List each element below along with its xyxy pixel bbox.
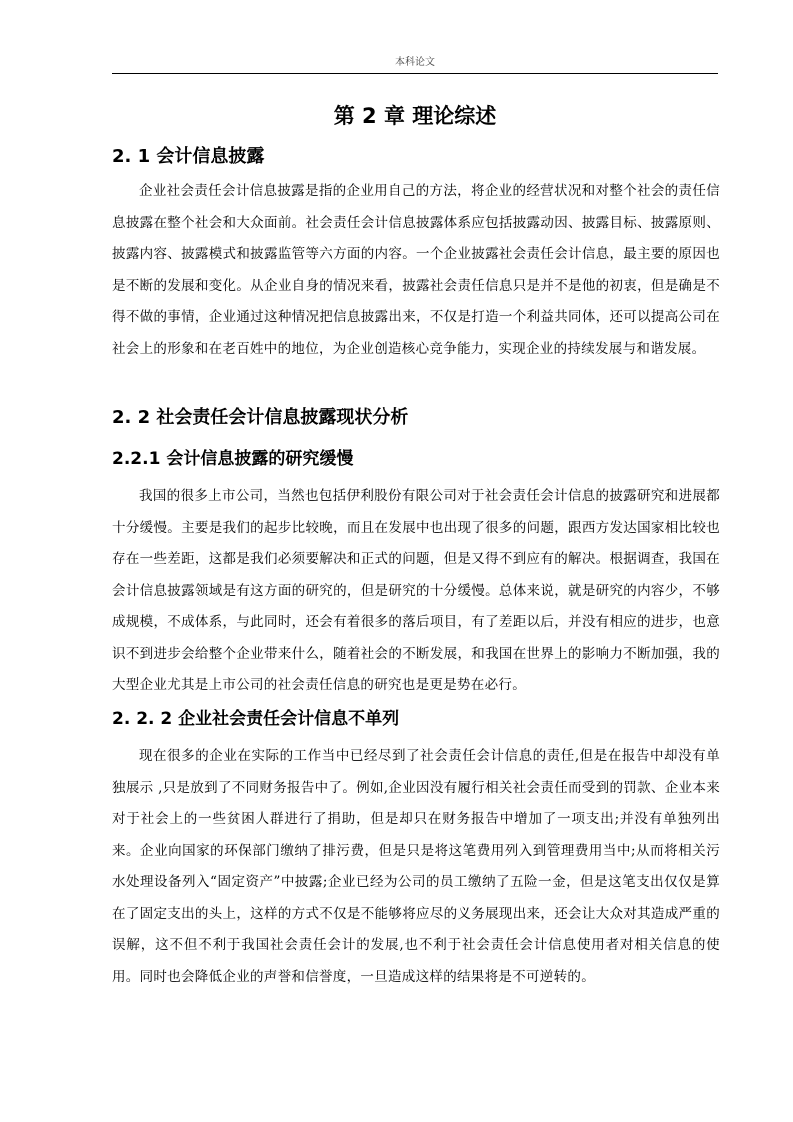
subsection-heading-2-2-2: 2. 2. 2 企业社会责任会计信息不单列 bbox=[112, 709, 400, 729]
section-heading-2-1: 2. 1 会计信息披露 bbox=[112, 146, 265, 167]
chapter-title: 第 2 章 理论综述 bbox=[333, 104, 497, 128]
subsection-paragraph-2-2-2: 现在很多的企业在实际的工作当中已经尽到了社会责任会计信息的责任,但是在报告中却没有单独展示 ,只是放到了不同财务报告中了。例如,企业因没有履行相关社会责任而受到的罚款、企业本来对于社会上的一些贫困人群进行了捐助，但是却只在财务报告中增加了一项支出;并没有单独列出来。企业向国家的环保部门缴纳了排污费，但是只是将这笔费用列入到管理费用当中;从而将相关污水处理设备列入“固定资产”中披露;企业已经为公司的员工缴纳了五险一金，但是这笔支出仅仅是算在了固定支出的头上，这样的方式不仅是不能够将应尽的义务展现出来，还会让大众对其造成严重的误解，这不但不利于我国社会责任会计的发展,也不利于社会责任会计信息使用者对相关信息的使用。同时也会降低企业的声誉和信誉度，一旦造成这样的结果将是不可逆转的。 bbox=[112, 748, 720, 985]
header-divider bbox=[112, 73, 718, 74]
subsection-paragraph-2-2-1: 我国的很多上市公司，当然也包括伊利股份有限公司对于社会责任会计信息的披露研究和进展都十分缓慢。主要是我们的起步比较晚，而且在发展中也出现了很多的问题，跟西方发达国家相比较也存在一些差距，这都是我们必须要解决和正式的问题，但是又得不到应有的解决。根据调查，我国在会计信息披露领域是有这方面的研究的，但是研究的十分缓慢。总体来说，就是研究的内容少，不够成规模，不成体系，与此同时，还会有着很多的落后项目，有了差距以后，并没有相应的进步，也意识不到进步会给整个企业带来什么，随着社会的不断发展，和我国在世界上的影响力不断加强，我的大型企业尤其是上市公司的社会责任信息的研究也是更是势在必行。 bbox=[112, 488, 720, 693]
section-paragraph-2-1: 企业社会责任会计信息披露是指的企业用自己的方法，将企业的经营状况和对整个社会的责任信息披露在整个社会和大众面前。社会责任会计信息披露体系应包括披露动因、披露目标、披露原则、披露内容、披露模式和披露监管等六方面的内容。一个企业披露社会责任会计信息，最主要的原因也是不断的发展和变化。从企业自身的情况来看，披露社会责任信息只是并不是他的初衷，但是确是不得不做的事情，企业通过这种情况把信息披露出来，不仅是打造一个利益共同体，还可以提高公司在社会上的形象和在老百姓中的地位，为企业创造核心竞争能力，实现企业的持续发展与和谐发展。 bbox=[112, 183, 720, 357]
section-heading-2-2: 2. 2 社会责任会计信息披露现状分析 bbox=[112, 407, 409, 428]
subsection-heading-2-2-1: 2.2.1 会计信息披露的研究缓慢 bbox=[112, 449, 354, 469]
running-header: 本科论文 bbox=[395, 57, 435, 68]
